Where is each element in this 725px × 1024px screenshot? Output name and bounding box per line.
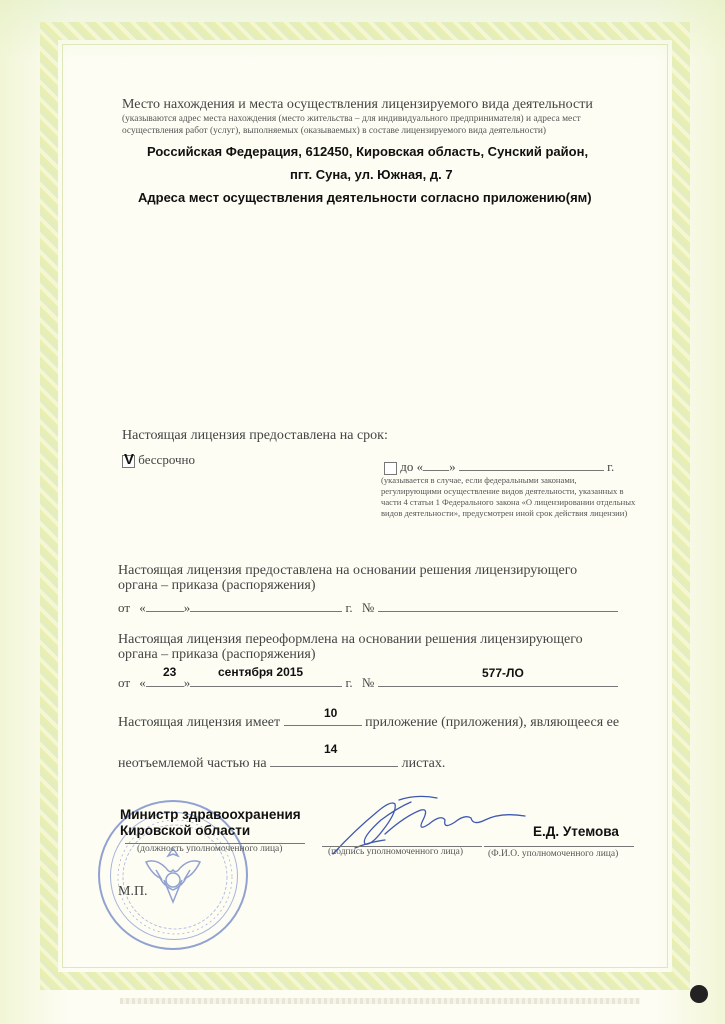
term-until [384,456,614,475]
signer-position-2: Кировской области [120,823,251,838]
signature-caption: (подпись уполномоченного лица) [328,847,464,857]
basis-day-field[interactable] [146,597,184,612]
position-caption: (должность уполномоченного лица) [137,844,283,854]
address-line-1: Российская Федерация, 612450, Кировская область, Сунский район, [147,144,589,159]
address-line-2: пгт. Суна, ул. Южная, д. 7 [290,167,453,182]
reissue-number: 577-ЛО [482,666,524,680]
appendix-count: 10 [324,706,338,720]
basis-from: от [118,600,131,615]
basis-no: № [361,600,375,615]
reissue-day: 23 [163,665,177,679]
reissue-q-open: « [139,675,146,690]
reissue-month-field[interactable] [190,672,342,687]
term-indefinite [122,452,195,468]
basis-number-field[interactable] [378,597,618,612]
signer-position-1: Министр здравоохранения [120,807,301,822]
basis-date-row [118,597,618,616]
reissue-number-field[interactable] [378,672,618,687]
term-heading: Настоящая лицензия предоставлена на срок: [122,428,388,443]
reissue-no: № [361,675,375,690]
basis-q-open: « [139,600,146,615]
reissue-line-1: Настоящая лицензия переоформлена на основании решения лицензирующего [118,632,583,647]
appendix-text-2b: листах. [401,756,446,771]
place-note-1: (указываются адрес места нахождения (место жительства – для индивидуального предпринимателя) и адреса мест [122,114,581,124]
appendix-text-1a: Настоящая лицензия имеет [118,715,281,730]
basis-q-close: » [183,600,191,615]
indefinite-checkbox[interactable] [122,450,135,468]
reissue-year: г. [345,675,353,690]
reissue-q-close: » [183,675,191,690]
until-quote-close: » [449,459,456,474]
appendix-sheets: 14 [324,742,338,756]
check-mark: V [124,450,135,468]
address-line-3: Адреса мест осуществления деятельности согласно приложению(ям) [138,190,592,205]
name-caption: (Ф.И.О. уполномоченного лица) [488,849,619,859]
basis-line-1: Настоящая лицензия предоставлена на основании решения лицензирующего [118,563,578,578]
reissue-from: от [118,675,131,690]
until-checkbox[interactable] [384,462,397,475]
place-heading: Место нахождения и места осуществления лицензируемого вида деятельности [122,97,593,112]
appendix-text-1b: приложение (приложения), являющееся ее [365,715,620,730]
appendix-row-1 [118,711,619,731]
seal-place-mark: М.П. [118,884,148,899]
until-label: до « [400,459,424,474]
reissue-line-2: органа – приказа (распоряжения) [118,647,316,662]
bottom-microtext-strip [120,998,640,1004]
reissue-month-year: сентября 2015 [218,665,304,679]
basis-month-field[interactable] [190,597,342,612]
until-day-field[interactable] [423,456,449,471]
appendix-sheets-field[interactable] [270,752,398,767]
until-month-field[interactable] [459,456,604,471]
until-note: (указывается в случае, если федеральными законами, регулирующими осуществление видов деятельности, указанных в части 4 статьи 1 Федерального закона «О лицензировании отдельных видов деятельности», предусмотрен иной срок действия лицензии) [381,475,636,518]
reissue-day-field[interactable] [146,672,184,687]
until-year-label: г. [607,459,615,474]
appendix-text-2a: неотъемлемой частью на [118,756,267,771]
corner-hole-dot [690,985,708,1003]
reissue-date-row [118,672,618,691]
appendix-count-field[interactable] [284,711,362,726]
indefinite-label: бессрочно [138,452,195,467]
appendix-row-2 [118,752,445,772]
place-note-2: осуществления работ (услуг), выполняемых (оказываемых) в составе лицензируемого вида деятельности) [122,126,547,136]
basis-line-2: органа – приказа (распоряжения) [118,578,316,593]
signer-name: Е.Д. Утемова [533,824,619,839]
name-line [484,846,634,847]
basis-year: г. [345,600,353,615]
